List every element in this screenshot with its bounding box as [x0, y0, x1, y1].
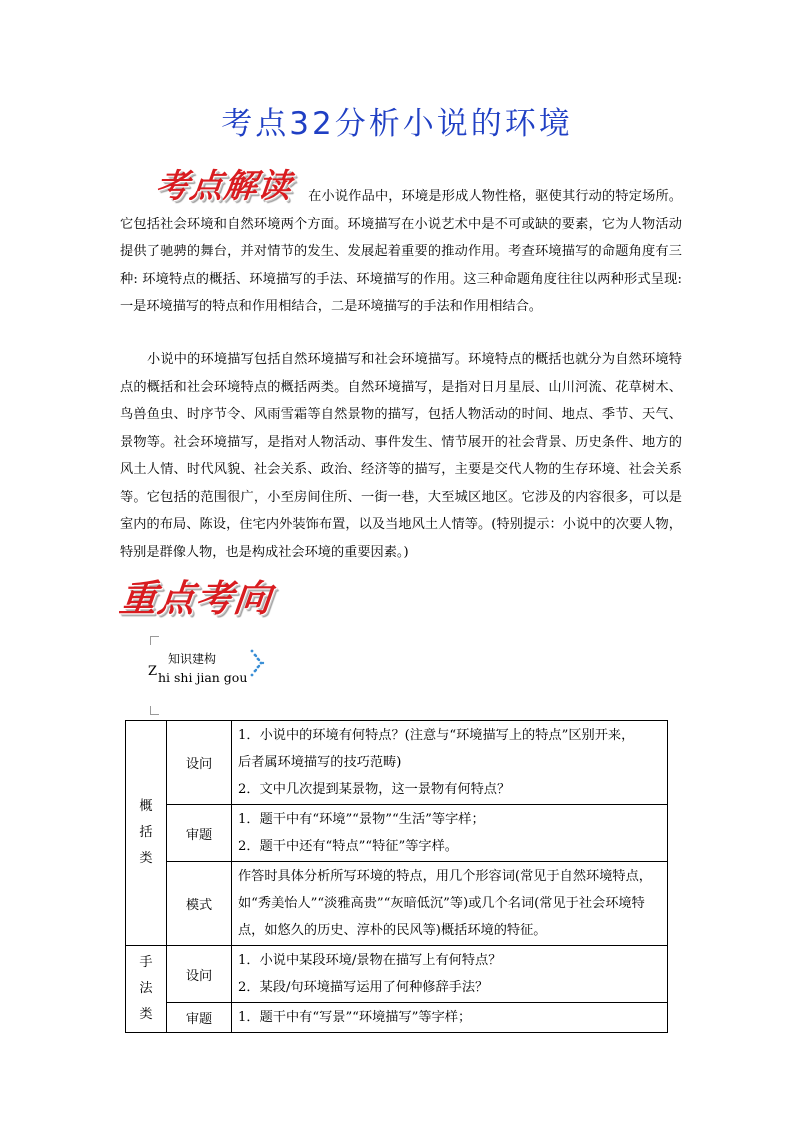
knowledge-label-cn: 知识建构 — [168, 652, 217, 666]
cell-summary-mode: 作答时具体分析所写环境的特点，用几个形容词(常见于自然环境特点，如“秀美怡人”“淡雅高贵”“灰暗低沉”等)或几个名词(常见于社会环境特点，如悠久的历史、淳朴的民风等)概括环境的特征。 — [232, 862, 668, 946]
section-heading-key-directions: 重点考向 — [117, 577, 274, 620]
cell-summary-read — [232, 805, 668, 862]
cell-line: 1．小说中的环境有何特点？(注意与“环境描写上的特点”区别开来， — [238, 728, 635, 743]
body-paragraph: 小说中的环境描写包括自然环境描写和社会环境描写。环境特点的概括也就分为自然环境特点的概括和社会环境特点的概括两类。自然环境描写，是指对日月星辰、山川河流、花草树木、鸟兽鱼虫、时序节令、风雨雪霜等自然景物的描写，包括人物活动的时间、地点、季节、天气、景物等。社会环境描写，是指对人物活动、事件发生、情节展开的社会背景、历史条件、地方的风土人情、时代风貌、社会关系、政治、经济等的描写，主要是交代人物的生存环境、社会关系等。它包括的范围很广，小至房间住所、一街一巷，大至城区地区。它涉及的内容很多，可以是室内的布局、陈设，住宅内外装饰布置，以及当地风土人情等。(特别提示：小说中的次要人物，特别是群像人物，也是构成社会环境的重要因素。) — [120, 352, 682, 560]
knowledge-label-pinyin: hi shi jian gou — [158, 670, 248, 685]
intro-text: 在小说作品中，环境是形成人物性格，驱使其行动的特定场所。它包括社会环境和自然环境两个方面。环境描写在小说艺术中是不可或缺的要素，它为人物活动提供了驰骋的舞台，并对情节的发生、发展起着重要的推动作用。考查环境描写的命题角度有三种: 环境特点的概括、环境描写的手法、环境描写的作用。这三种命题角度往往以两种形式呈现: 一是环境描写的特点和作用相结合，二是环境描写的手法和作用相结合。 — [120, 189, 682, 314]
cell-summary-ask — [232, 721, 668, 805]
cell-line: 2．题干中还有“特点”“特征”等字样。 — [238, 839, 458, 854]
cell-line: 后者属环境描写的技巧范畴) — [238, 755, 402, 770]
corner-mark — [150, 636, 159, 645]
corner-mark — [150, 706, 159, 715]
question-type-table — [125, 720, 668, 1033]
category-summary — [126, 721, 167, 946]
row-label-mode: 模式 — [167, 862, 232, 946]
row-label-ask: 设问 — [167, 721, 232, 805]
row-label-ask: 设问 — [167, 946, 232, 1003]
category-summary-label: 概括类 — [139, 799, 153, 866]
category-technique — [126, 946, 167, 1033]
page-title: 考点32分析小说的环境 — [221, 106, 573, 142]
cell-line: 2．文中几次提到某景物，这一景物有何特点？ — [238, 782, 511, 797]
cell-technique-ask — [232, 946, 668, 1003]
intro-paragraph — [120, 183, 682, 321]
category-technique-label: 手法类 — [139, 955, 153, 1022]
row-label-read: 审题 — [167, 1003, 232, 1033]
double-chevron-right-icon — [250, 648, 266, 678]
knowledge-label-initial: Z — [148, 664, 158, 679]
cell-line: 1．题干中有“环境”“景物”“生活”等字样； — [238, 812, 485, 827]
cell-technique-read: 1．题干中有“写景”“环境描写”等字样； — [232, 1003, 668, 1033]
cell-line: 1．小说中某段环境/景物在描写上有何特点？ — [238, 953, 502, 968]
section-heading-exam-point-interpretation: 考点解读 — [153, 166, 294, 205]
row-label-read: 审题 — [167, 805, 232, 862]
cell-line: 2．某段/句环境描写运用了何种修辞手法？ — [238, 980, 489, 995]
